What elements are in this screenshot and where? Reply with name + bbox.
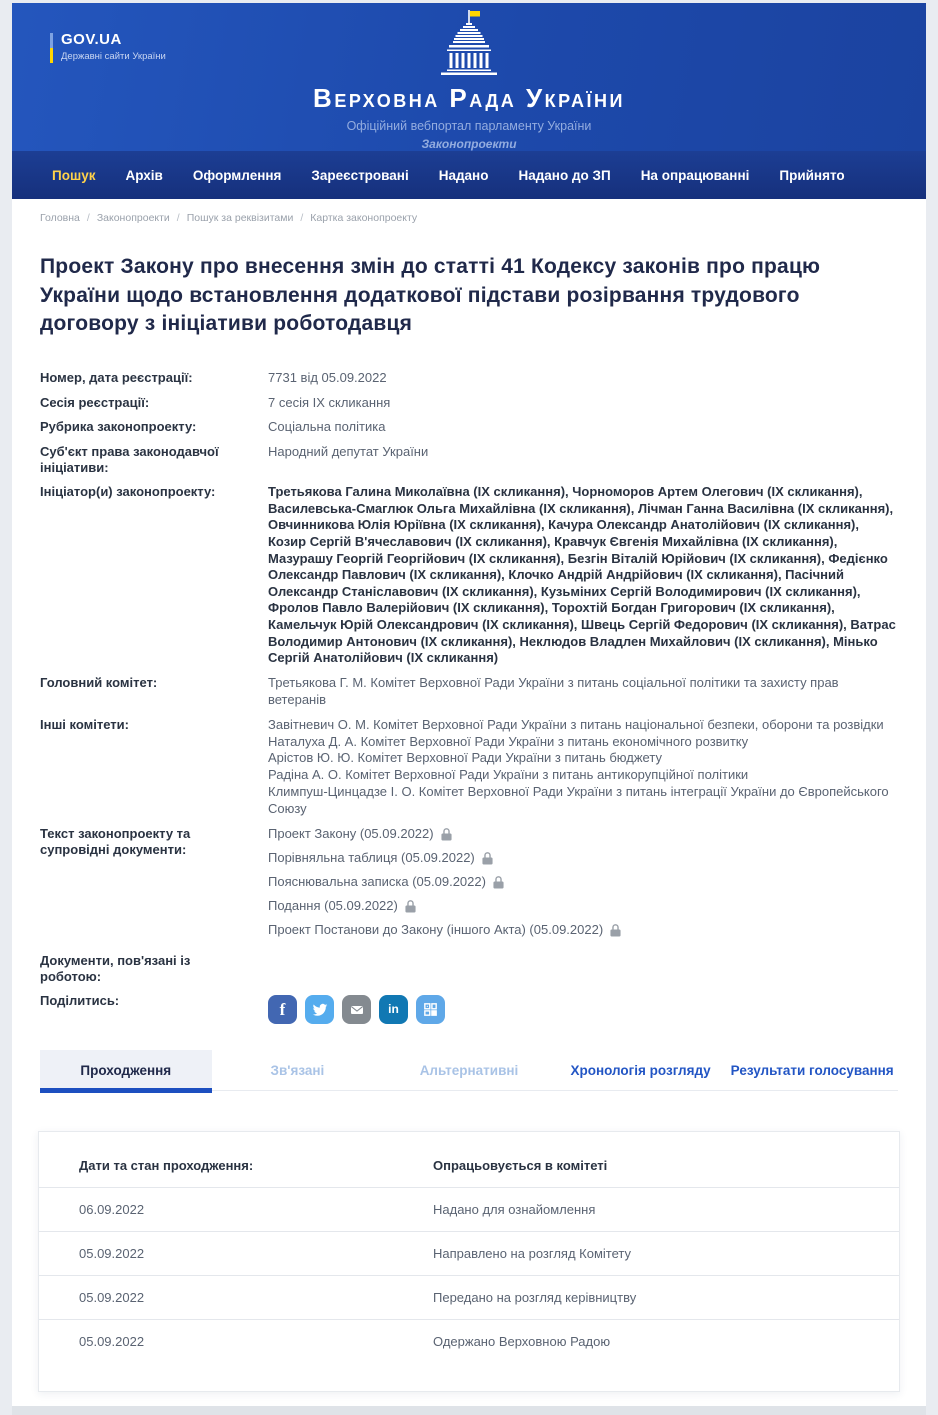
document-link[interactable]: Порівняльна таблиця (05.09.2022) — [268, 850, 898, 867]
committee-line: Радіна А. О. Комітет Верховної Ради України з питань антикорупційної політики — [268, 767, 749, 783]
session-value: 7 сесія IX скликання — [268, 394, 391, 410]
table-row — [39, 1231, 899, 1275]
tab-khronolohiia[interactable]: Хронологія розгляду — [570, 1063, 711, 1079]
detail-label: Інші комітети: — [40, 716, 129, 732]
committee-line: Завітневич О. М. Комітет Верховної Ради України з питань національної безпеки, оборони та розвідки — [268, 716, 884, 732]
table-row — [39, 1275, 899, 1319]
lock-icon — [404, 899, 417, 913]
twitter-bird-icon — [312, 1002, 328, 1018]
committee-line: Арістов Ю. Ю. Комітет Верховної Ради України з питань бюджету — [268, 750, 662, 766]
row-date: 05.09.2022 — [79, 1246, 145, 1262]
detail-row-subject — [40, 444, 898, 476]
detail-label: Документи, пов'язані із роботою: — [40, 953, 191, 985]
subject-value: Народний депутат України — [268, 444, 429, 460]
document-link[interactable]: Проект Закону (05.09.2022) — [268, 826, 898, 843]
detail-row-other-committees — [40, 717, 898, 818]
detail-label: Головний комітет: — [40, 674, 158, 690]
documents-list — [268, 826, 898, 945]
detail-row-share — [40, 993, 898, 1024]
initiators-value: Третьякова Галина Миколаївна (IX скликання), Чорноморов Артем Олегович (IX скликання), Василевська-Смаглюк Ольга Михайлівна (IX скликання), Лічман Ганна Василівна (IX скликання), Овчинникова Юлія Юріївна (IX скликання), Качура Олександр Анатолійович (IX скликання), Козир Сергій В'ячеславович (IX скликання), Кравчук Євгенія Михайлівна (IX скликання), Мазурашу Георгій Георгійович (IX скликання), Безгін Віталій Юрійович (IX скликання), Федієнко Олександр Павлович (IX скликання), Клочко Андрій Андрійович (IX скликання), Пасічний Олександр Станіславович (IX скликання), Кузьміних Сергій Володимирович (IX скликання), Фролов Павло Валерійович (IX скликання), Торохтій Богдан Григорович (IX скликання), Камельчук Юрій Олександрович (IX скликання), Швець Сергій Федорович (IX скликання), Ватрас Володимир Антонович (IX скликання), Неклюдов Владлен Михайлович (IX скликання), Мінько Сергій Анатолійович (IX скликання) — [268, 484, 896, 666]
tab-alternatyvni: Альтернативні — [419, 1063, 519, 1079]
committee-line: Климпуш-Цинцадзе І. О. Комітет Верховної Ради України з питань інтеграції України до Європейського Союзу — [268, 784, 889, 817]
detail-row-related-docs — [40, 953, 898, 985]
reg-number-value: 7731 від 05.09.2022 — [268, 369, 387, 385]
breadcrumb-bills[interactable]: Законопроекти — [96, 212, 170, 224]
status-table-header — [39, 1142, 899, 1187]
breadcrumb-search[interactable]: Пошук за реквізитами — [186, 212, 294, 224]
detail-label: Суб'єкт права законодавчої ініціативи: — [40, 444, 219, 476]
row-status: Одержано Верховною Радою — [433, 1334, 611, 1350]
table-row — [39, 1187, 899, 1231]
site-subtitle: Офіційний вебпортал парламенту України — [346, 119, 592, 133]
linkedin-share-button[interactable]: in — [379, 995, 408, 1024]
detail-row-reg-number — [40, 370, 898, 387]
nav-item-arkhiv[interactable]: Архів — [125, 167, 163, 183]
row-status: Надано для ознайомлення — [433, 1202, 596, 1218]
qr-code-icon — [422, 1001, 439, 1018]
detail-row-main-committee — [40, 675, 898, 709]
main-nav — [12, 151, 926, 199]
status-column-header: Опрацьовується в комітеті — [433, 1158, 608, 1174]
lock-icon — [481, 851, 494, 865]
main-committee-value: Третьякова Г. М. Комітет Верховної Ради України з питань соціальної політики та захисту прав ветеранів — [268, 674, 839, 707]
nav-item-nadano-do-zp[interactable]: Надано до ЗП — [518, 167, 611, 183]
document-link[interactable]: Подання (05.09.2022) — [268, 898, 898, 915]
detail-row-initiators — [40, 484, 898, 667]
detail-label: Рубрика законопроекту: — [40, 419, 197, 435]
row-status: Передано на розгляд керівництву — [433, 1290, 637, 1306]
other-committees-value — [268, 717, 898, 818]
nav-item-nadano[interactable]: Надано — [438, 167, 489, 183]
document-link[interactable]: Пояснювальна записка (05.09.2022) — [268, 874, 898, 891]
share-buttons — [268, 995, 898, 1024]
tab-prokhodzhennia[interactable]: Проходження — [40, 1050, 212, 1090]
site-header — [12, 3, 926, 151]
twitter-share-button[interactable] — [305, 995, 334, 1024]
breadcrumb-current: Картка законопроекту — [310, 212, 418, 224]
envelope-icon — [349, 1002, 365, 1018]
related-docs-value — [268, 953, 898, 985]
detail-label: Ініціатор(и) законопроекту: — [40, 484, 216, 500]
committee-line: Наталуха Д. А. Комітет Верховної Ради України з питань економічного розвитку — [268, 733, 749, 749]
detail-label: Сесія реєстрації: — [40, 394, 150, 410]
detail-row-rubric — [40, 419, 898, 436]
dates-column-header: Дати та стан проходження: — [79, 1158, 254, 1174]
footer-divider — [12, 1406, 926, 1415]
bill-details — [40, 370, 898, 1025]
nav-item-na-opratsiuvanni[interactable]: На опрацюванні — [640, 167, 750, 183]
row-status: Направлено на розгляд Комітету — [433, 1246, 631, 1262]
nav-item-zareiestrovani[interactable]: Зареєстровані — [311, 167, 409, 183]
nav-item-pryiniato[interactable]: Прийнято — [779, 167, 845, 183]
document-link[interactable]: Проект Постанови до Закону (іншого Акта) (05.09.2022) — [268, 922, 898, 939]
nav-item-oformlennia[interactable]: Оформлення — [192, 167, 282, 183]
page — [12, 3, 926, 1415]
page-title: Проект Закону про внесення змін до статті 41 Кодексу законів про працю України щодо встановлення додаткової підстави розірвання трудового договору з ініціативи роботодавця — [40, 255, 821, 336]
detail-row-session — [40, 395, 898, 412]
email-share-button[interactable] — [342, 995, 371, 1024]
nav-item-poshuk[interactable]: Пошук — [52, 167, 96, 183]
govua-title: GOV.UA — [61, 31, 122, 48]
lock-icon — [609, 923, 622, 937]
detail-row-documents — [40, 826, 898, 945]
row-date: 05.09.2022 — [79, 1290, 145, 1306]
parliament-building-icon — [423, 10, 515, 76]
site-section-label: Законопроекти — [421, 137, 517, 151]
detail-label: Номер, дата реєстрації: — [40, 369, 193, 385]
lock-icon — [440, 827, 453, 841]
breadcrumb-home[interactable]: Головна — [40, 212, 80, 224]
site-title: Верховна Рада України — [313, 83, 625, 113]
qr-code-share-button[interactable] — [416, 995, 445, 1024]
facebook-share-button[interactable]: f — [268, 995, 297, 1024]
lock-icon — [492, 875, 505, 889]
detail-label: Поділитись: — [40, 993, 120, 1009]
table-row — [39, 1319, 899, 1363]
govua-subtitle: Державні сайти України — [61, 51, 166, 62]
row-date: 06.09.2022 — [79, 1202, 145, 1218]
status-table-card — [38, 1131, 900, 1392]
row-date: 05.09.2022 — [79, 1334, 145, 1350]
rubric-value: Соціальна політика — [268, 419, 386, 435]
bill-tabs — [40, 1050, 898, 1091]
tab-rezultaty-holosuvannia[interactable]: Результати голосування — [730, 1063, 894, 1079]
detail-label: Текст законопроекту та супровідні документи: — [40, 826, 191, 857]
tab-zviazani: Зв'язані — [270, 1063, 325, 1079]
breadcrumb: Головна / Законопроекти / Пошук за реквізитами / Картка законопроекту — [40, 212, 418, 224]
